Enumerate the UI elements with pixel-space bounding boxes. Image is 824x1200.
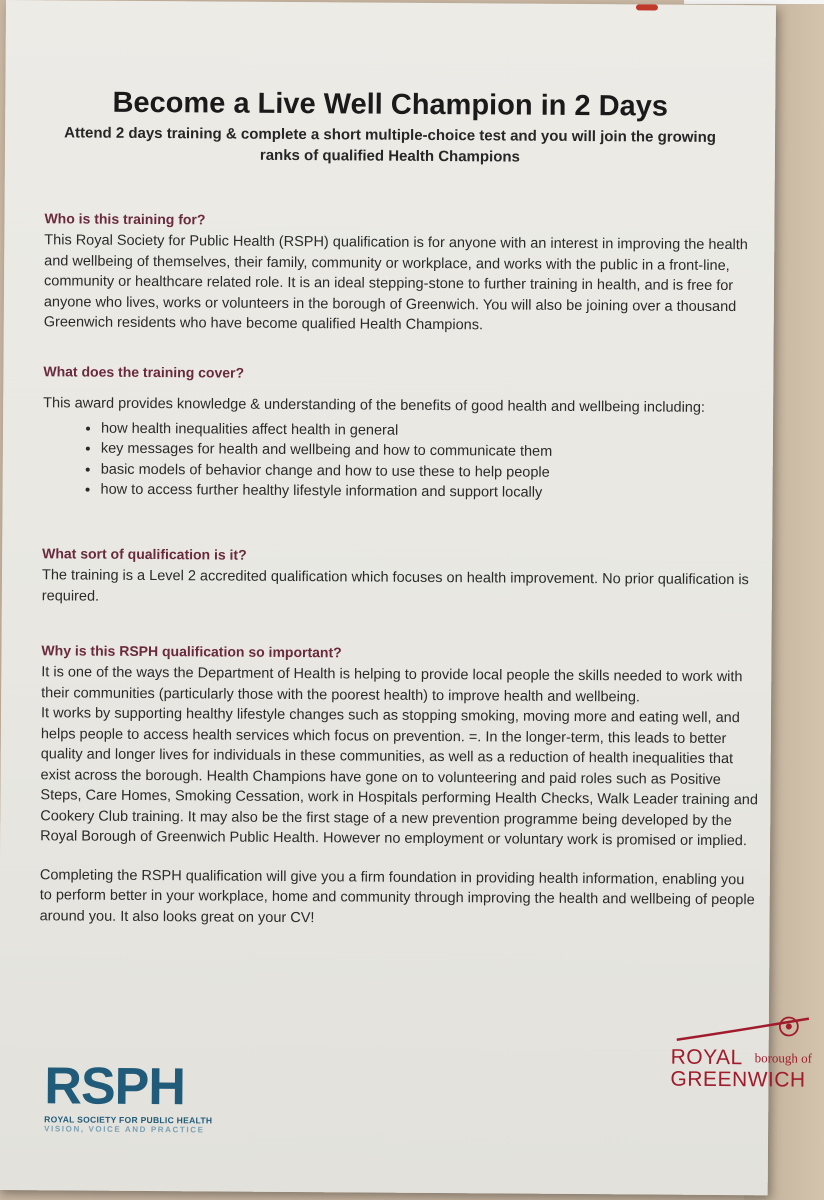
- section-body: It is one of the ways the Department of Health is helping to provide local people the skills needed to work with their communities (particularly those with the poorest health) to improve health and wellbeing.: [41, 664, 743, 705]
- rsph-logo: [44, 1057, 235, 1135]
- bullet-list: [43, 418, 764, 505]
- section-body: This award provides knowledge & understanding of the benefits of good health and wellbeing including:: [43, 395, 706, 416]
- rsph-logo-line1: ROYAL SOCIETY FOR PUBLIC HEALTH: [44, 1114, 213, 1126]
- section-heading: Who is this training for?: [44, 210, 206, 228]
- list-item: • how health inequalities affect health in general: [101, 418, 763, 443]
- pin-marker: [636, 4, 658, 10]
- section-body: Completing the RSPH qualification will give you a firm foundation in providing health information, enabling you to perform better in your workplace, home and community through improving the health and wellbeing of people around you. It also looks great on your CV!: [39, 866, 755, 926]
- greenwich-crest-icon: [669, 1010, 819, 1051]
- greenwich-logo: [668, 1010, 819, 1101]
- list-item: • basic models of behavior change and how to use these to help people: [101, 459, 763, 484]
- section-body: The training is a Level 2 accredited qualification which focuses on health improvement. No prior qualification is required.: [41, 567, 749, 605]
- greenwich-logo-borough: borough of: [754, 1050, 813, 1066]
- section-qualification: [42, 545, 762, 611]
- rsph-logo-mark: RSPH: [44, 1057, 186, 1117]
- greenwich-logo-royal: ROYAL: [670, 1045, 743, 1070]
- section-importance: [40, 642, 762, 931]
- page-title: Become a Live Well Champion in 2 Days: [112, 86, 669, 123]
- list-item: • how to access further healthy lifestyle information and support locally: [101, 480, 763, 505]
- section-who: [44, 210, 765, 338]
- section-body: This Royal Society for Public Health (RSPH) qualification is for anyone with an interest in improving the health and wellbeing of themselves, their family, community or workplace, and works with the public in a front-line, community or healthcare related role. It is an ideal stepping-stone to further training in health, and is free for anyone who lives, works or volunteers in the borough of Greenwich. You will also be joining over a thousand Greenwich residents who have become qualified Health Champions.: [43, 232, 748, 334]
- rsph-logo-line2: VISION, VOICE AND PRACTICE: [44, 1124, 205, 1135]
- page-subtitle: Attend 2 days training & complete a short multiple-choice test and you will join the growing ranks of qualified Health Champions: [64, 124, 716, 166]
- section-heading: What sort of qualification is it?: [42, 545, 247, 563]
- list-item: • key messages for health and wellbeing and how to communicate them: [101, 439, 763, 464]
- section-cover: [43, 363, 764, 505]
- section-heading: Why is this RSPH qualification so important?: [41, 642, 342, 661]
- greenwich-logo-greenwich: GREENWICH: [670, 1067, 806, 1092]
- section-body: It works by supporting healthy lifestyle changes such as stopping smoking, moving more and eating well, and helps people to access health services which focus on prevention. =. In the longer-term, this leads to better quality and longer lives for individuals in these communities, as well as a reduction of health inequalities that exist across the borough. Health Champions have gone on to volunteering and paid roles such as Positive Steps, Care Homes, Smoking Cessation, work in Hospitals performing Health Checks, Walk Leader training and Cookery Club training. It may also be the first stage of a new prevention programme being developed by the Royal Borough of Greenwich Public Health. However no employment or voluntary work is promised or implied.: [40, 705, 759, 850]
- section-heading: What does the training cover?: [43, 363, 245, 381]
